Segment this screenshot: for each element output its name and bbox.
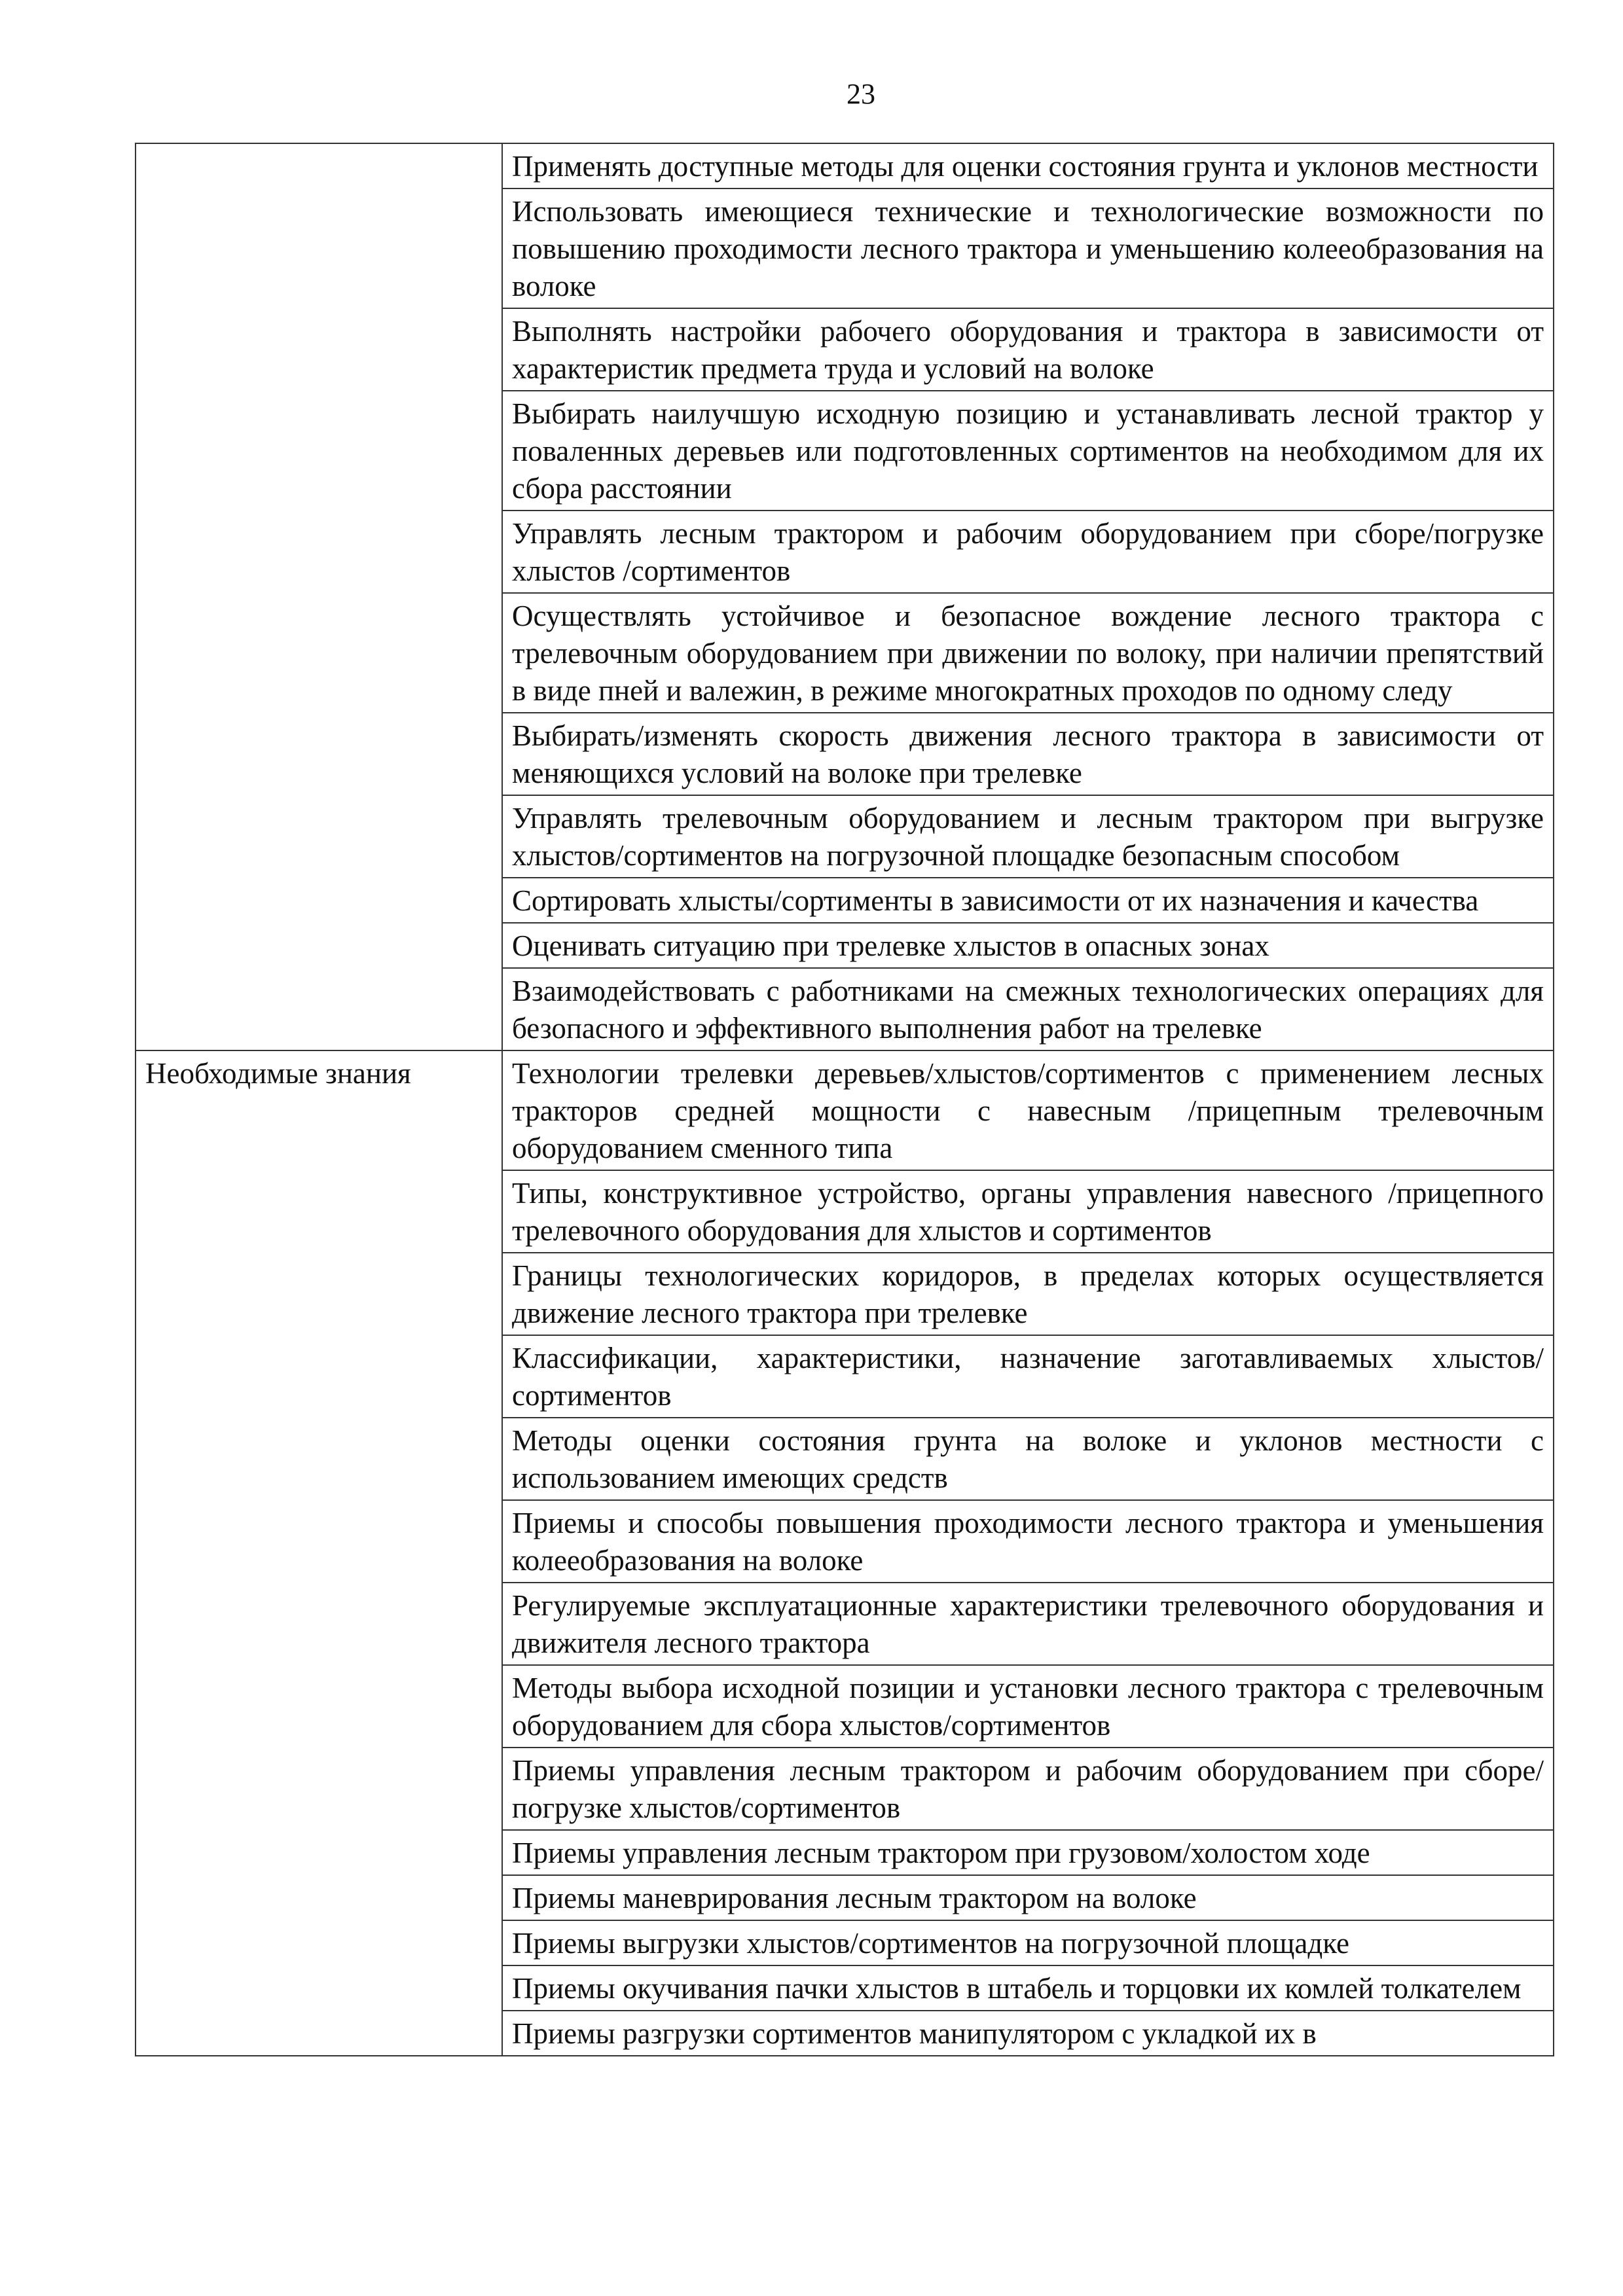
table-body bbox=[136, 143, 1554, 2056]
table-cell bbox=[502, 593, 1554, 713]
table-cell bbox=[502, 1965, 1554, 2011]
table-cell bbox=[502, 1665, 1554, 1748]
table-cell bbox=[502, 878, 1554, 923]
table-cell bbox=[502, 1830, 1554, 1875]
section-label-knowledge bbox=[136, 1050, 502, 2056]
table-cell bbox=[502, 511, 1554, 593]
knowledge-item: Методы оценки состояния грунта на волоке и уклонов местности с использованием имеющих средств bbox=[512, 1424, 1544, 1494]
table-cell bbox=[502, 923, 1554, 968]
table-cell bbox=[502, 308, 1554, 391]
knowledge-item: Приемы маневрирования лесным трактором на волоке bbox=[512, 1882, 1197, 1914]
table-cell bbox=[502, 1748, 1554, 1830]
skill-item: Выбирать/изменять скорость движения лесного трактора в зависимости от меняющихся условий на волоке при трелевке bbox=[512, 719, 1544, 789]
skill-item: Использовать имеющиеся технические и технологические возможности по повышению проходимости лесного трактора и уменьшению колееобразования на волоке bbox=[512, 195, 1544, 302]
skill-item: Выполнять настройки рабочего оборудования и трактора в зависимости от характеристик предмета труда и условий на волоке bbox=[512, 315, 1544, 385]
knowledge-item: Технологии трелевки деревьев/хлыстов/сортиментов с применением лесных тракторов средней мощности с навесным /прицепным трелевочным оборудованием сменного типа bbox=[512, 1057, 1544, 1164]
section-label-skills bbox=[136, 143, 502, 1050]
knowledge-item: Границы технологических коридоров, в пределах которых осуществляется движение лесного трактора при трелевке bbox=[512, 1259, 1544, 1329]
knowledge-item: Приемы разгрузки сортиментов манипулятором с укладкой их в bbox=[512, 2017, 1317, 2050]
table-cell bbox=[502, 2011, 1554, 2056]
table-cell bbox=[502, 795, 1554, 878]
table-row bbox=[136, 143, 1554, 188]
table-cell bbox=[502, 1050, 1554, 1170]
knowledge-item: Классификации, характеристики, назначение заготавливаемых хлыстов/сортиментов bbox=[512, 1342, 1544, 1412]
skill-item: Оценивать ситуацию при трелевке хлыстов в опасных зонах bbox=[512, 929, 1269, 962]
table-cell bbox=[502, 1583, 1554, 1665]
table-cell bbox=[502, 1170, 1554, 1253]
knowledge-item: Регулируемые эксплуатационные характеристики трелевочного оборудования и движителя лесного трактора bbox=[512, 1589, 1544, 1659]
section-label-text: Необходимые знания bbox=[145, 1057, 411, 1090]
table-cell bbox=[502, 713, 1554, 795]
table-cell bbox=[502, 1875, 1554, 1920]
table-cell bbox=[502, 1500, 1554, 1583]
knowledge-item: Приемы выгрузки хлыстов/сортиментов на погрузочной площадке bbox=[512, 1927, 1349, 1960]
table-cell bbox=[502, 391, 1554, 511]
skill-item: Управлять лесным трактором и рабочим оборудованием при сборе/погрузке хлыстов /сортиментов bbox=[512, 517, 1544, 587]
requirements-table bbox=[135, 143, 1554, 2056]
table-cell bbox=[502, 1335, 1554, 1418]
knowledge-item: Типы, конструктивное устройство, органы управления навесного /прицепного трелевочного оборудования для хлыстов и сортиментов bbox=[512, 1177, 1544, 1247]
table-cell bbox=[502, 1418, 1554, 1500]
table-cell bbox=[502, 188, 1554, 308]
table-row bbox=[136, 1050, 1554, 1170]
skill-item: Взаимодействовать с работниками на смежных технологических операциях для безопасного и эффективного выполнения работ на трелевке bbox=[512, 975, 1544, 1045]
page-number: 23 bbox=[847, 78, 875, 110]
skill-item: Сортировать хлысты/сортименты в зависимости от их назначения и качества bbox=[512, 884, 1479, 917]
knowledge-item: Приемы окучивания пачки хлыстов в штабель и торцовки их комлей толкателем bbox=[512, 1972, 1522, 2005]
skill-item: Управлять трелевочным оборудованием и лесным трактором при выгрузке хлыстов/сортиментов на погрузочной площадке безопасным способом bbox=[512, 802, 1544, 872]
table-cell bbox=[502, 968, 1554, 1050]
table-cell bbox=[502, 1920, 1554, 1965]
knowledge-item: Приемы и способы повышения проходимости лесного трактора и уменьшения колееобразования на волоке bbox=[512, 1507, 1544, 1577]
table-cell bbox=[502, 1253, 1554, 1335]
skill-item: Выбирать наилучшую исходную позицию и устанавливать лесной трактор у поваленных деревьев или подготовленных сортиментов на необходимом для их сбора расстоянии bbox=[512, 397, 1544, 505]
skill-item: Осуществлять устойчивое и безопасное вождение лесного трактора с трелевочным оборудованием при движении по волоку, при наличии препятствий в виде пней и валежин, в режиме многократных проходов по одному следу bbox=[512, 600, 1544, 707]
skill-item: Применять доступные методы для оценки состояния грунта и уклонов местности bbox=[512, 150, 1539, 183]
knowledge-item: Приемы управления лесным трактором при грузовом/холостом ходе bbox=[512, 1837, 1370, 1869]
table-cell bbox=[502, 143, 1554, 188]
knowledge-item: Приемы управления лесным трактором и рабочим оборудованием при сборе/погрузке хлыстов/сортиментов bbox=[512, 1754, 1544, 1824]
knowledge-item: Методы выбора исходной позиции и установки лесного трактора с трелевочным оборудованием для сбора хлыстов/сортиментов bbox=[512, 1672, 1544, 1742]
